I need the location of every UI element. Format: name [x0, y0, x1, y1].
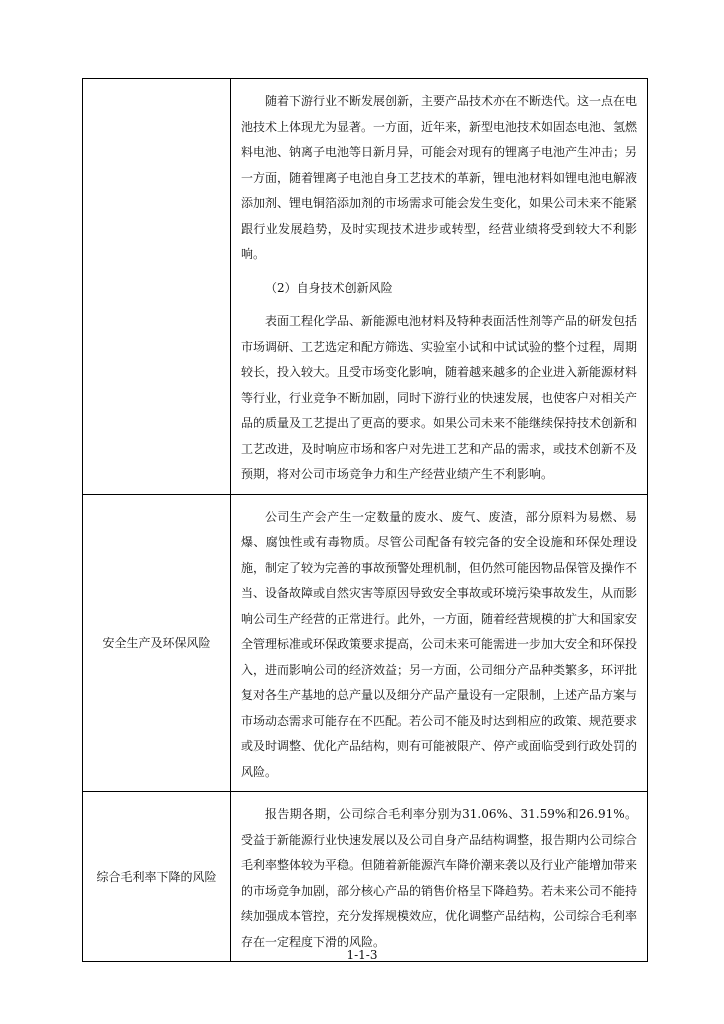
paragraph: 随着下游行业不断发展创新，主要产品技术亦在不断迭代。这一点在电池技术上体现尤为显著。一方面，近年来，新型电池技术如固态电池、氢燃料电池、钠离子电池等日新月异，可能会对现有的锂离子电池产生冲击；另一方面，随着锂离子电池自身工艺技术的革新，锂电池材料如锂电池电解液添加剂、锂电铜箔添加剂的市场需求可能会发生变化，如果公司未来不能紧跟行业发展趋势，及时实现技术进步或转型，经营业绩将受到较大不利影响。 [241, 94, 638, 261]
paragraph: 公司生产会产生一定数量的废水、废气、废渣，部分原料为易燃、易爆、腐蚀性或有毒物质。尽管公司配备有较完备的安全设施和环保处理设施，制定了较为完善的事故预警处理机制，但仍然可能因物品保管及操作不当、设备故障或自然灾害等原因导致安全事故或环境污染事故发生，从而影响公司生产经营的正常进行。此外，一方面，随着经营规模的扩大和国家安全管理标准或环保政策要求提高，公司未来可能需进一步加大安全和环保投入，进而影响公司的经济效益；另一方面，公司细分产品种类繁多，环评批复对各生产基地的总产量以及细分产品产量设有一定限制，上述产品方案与市场动态需求可能存在不匹配。若公司不能及时达到相应的政策、规范要求或及时调整、优化产品结构，则有可能被限产、停产或面临受到行政处罚的风险。 [241, 509, 638, 779]
row-content [231, 79, 648, 495]
risk-table [82, 78, 648, 962]
table-row [83, 792, 648, 962]
table-row [83, 494, 648, 792]
paragraph: 表面工程化学品、新能源电池材料及特种表面活性剂等产品的研发包括市场调研、工艺选定和配方筛选、实验室小试和中试试验的整个过程，周期较长，投入较大。且受市场变化影响，随着越来越多的企业进入新能源材料等行业，行业竞争不断加剧，同时下游行业的快速发展，也使客户对相关产品的质量及工艺提出了更高的要求。如果公司未来不能继续保持技术创新和工艺改进，及时响应市场和客户对先进工艺和产品的需求，或技术创新不及预期，将对公司市场竞争力和生产经营业绩产生不利影响。 [241, 314, 638, 481]
row-content [231, 494, 648, 792]
row-content [231, 792, 648, 962]
row-label [83, 79, 231, 495]
subheading: （2）自身技术创新风险 [265, 280, 393, 295]
table-row [83, 79, 648, 495]
row-label: 安全生产及环保风险 [83, 494, 231, 792]
row-label: 综合毛利率下降的风险 [83, 792, 231, 962]
page-number: 1-1-3 [346, 948, 378, 962]
paragraph: 报告期各期，公司综合毛利率分别为31.06%、31.59%和26.91%。受益于新能源行业快速发展以及公司自身产品结构调整，报告期内公司综合毛利率整体较为平稳。但随着新能源汽车降价潮来袭以及行业产能增加带来的市场竞争加剧，部分核心产品的销售价格呈下降趋势。若未来公司不能持续加强成本管控，充分发挥规模效应，优化调整产品结构，公司综合毛利率存在一定程度下滑的风险。 [241, 807, 638, 949]
